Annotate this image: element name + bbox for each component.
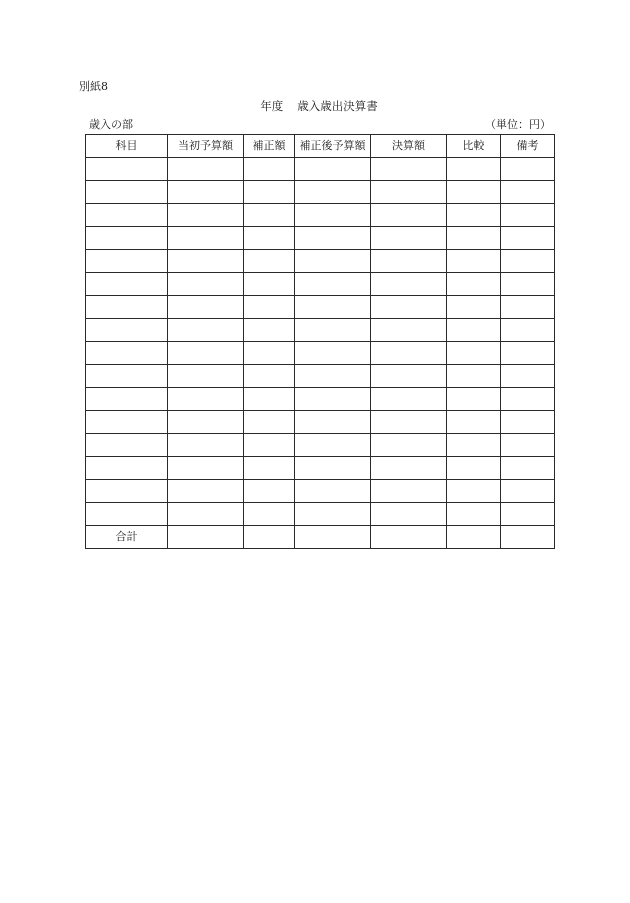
table-cell[interactable]: [371, 388, 447, 411]
table-cell[interactable]: [501, 158, 555, 181]
table-cell[interactable]: [371, 434, 447, 457]
table-cell[interactable]: [86, 181, 168, 204]
table-cell[interactable]: [168, 503, 244, 526]
table-cell[interactable]: [501, 457, 555, 480]
table-cell[interactable]: [86, 342, 168, 365]
table-cell[interactable]: [244, 457, 295, 480]
unit-label: （単位：円）: [485, 118, 551, 131]
table-row: [86, 204, 555, 227]
table-cell[interactable]: [371, 227, 447, 250]
table-cell[interactable]: [86, 480, 168, 503]
table-row: [86, 181, 555, 204]
table-cell[interactable]: [501, 503, 555, 526]
table-row: [86, 296, 555, 319]
table-cell[interactable]: [295, 204, 371, 227]
table-cell[interactable]: [244, 296, 295, 319]
table-cell[interactable]: [447, 342, 501, 365]
table-cell[interactable]: [86, 503, 168, 526]
table-cell[interactable]: [295, 273, 371, 296]
table-row: [86, 273, 555, 296]
table-cell[interactable]: [501, 434, 555, 457]
table-row: [86, 388, 555, 411]
table-cell[interactable]: [168, 296, 244, 319]
table-cell[interactable]: [244, 365, 295, 388]
table-cell[interactable]: [295, 480, 371, 503]
table-cell[interactable]: [501, 250, 555, 273]
table-cell[interactable]: [244, 181, 295, 204]
title-year: 年度: [260, 99, 284, 113]
table-cell[interactable]: [447, 388, 501, 411]
table-cell[interactable]: [371, 250, 447, 273]
table-cell[interactable]: [501, 181, 555, 204]
table-cell[interactable]: [501, 342, 555, 365]
table-cell[interactable]: [295, 388, 371, 411]
column-header: 備考: [501, 135, 555, 158]
table-cell[interactable]: [447, 503, 501, 526]
total-row: [86, 526, 555, 549]
table-cell[interactable]: [447, 250, 501, 273]
table-body: [86, 158, 555, 549]
table-cell[interactable]: [447, 365, 501, 388]
table-row: [86, 503, 555, 526]
table-cell[interactable]: [447, 158, 501, 181]
table-cell[interactable]: [447, 273, 501, 296]
document-title: [0, 99, 630, 113]
table-cell[interactable]: [501, 365, 555, 388]
column-header: 補正後予算額: [295, 135, 371, 158]
table-cell[interactable]: [447, 434, 501, 457]
table-cell[interactable]: [86, 457, 168, 480]
table-cell[interactable]: [371, 411, 447, 434]
table-cell[interactable]: [295, 296, 371, 319]
table-cell[interactable]: [168, 480, 244, 503]
table-cell[interactable]: [168, 526, 244, 549]
table-cell[interactable]: [168, 181, 244, 204]
table-cell[interactable]: [86, 273, 168, 296]
table-cell[interactable]: [371, 503, 447, 526]
table-cell[interactable]: [371, 319, 447, 342]
table-cell[interactable]: [295, 227, 371, 250]
table-row: [86, 342, 555, 365]
table-cell[interactable]: [295, 411, 371, 434]
table-cell[interactable]: [244, 480, 295, 503]
table-cell[interactable]: [86, 434, 168, 457]
table-cell[interactable]: [295, 319, 371, 342]
table-cell[interactable]: [501, 480, 555, 503]
table-cell[interactable]: [501, 526, 555, 549]
column-header: 当初予算額: [168, 135, 244, 158]
table-cell[interactable]: [168, 273, 244, 296]
table-cell[interactable]: [447, 204, 501, 227]
table-cell[interactable]: [371, 526, 447, 549]
table-cell[interactable]: [244, 526, 295, 549]
table-row: [86, 158, 555, 181]
table-cell[interactable]: [244, 250, 295, 273]
table-cell[interactable]: [168, 250, 244, 273]
table-row: [86, 250, 555, 273]
budget-table: [85, 134, 555, 549]
table-cell[interactable]: [168, 434, 244, 457]
table-row: [86, 227, 555, 250]
table-cell[interactable]: [244, 388, 295, 411]
table-cell[interactable]: [295, 250, 371, 273]
table-cell[interactable]: [168, 411, 244, 434]
table-cell[interactable]: [295, 503, 371, 526]
table-cell[interactable]: [168, 158, 244, 181]
table-cell[interactable]: [371, 342, 447, 365]
table-cell[interactable]: [244, 411, 295, 434]
table-cell[interactable]: [501, 296, 555, 319]
table-cell[interactable]: [86, 250, 168, 273]
table-cell[interactable]: [244, 342, 295, 365]
column-header: 決算額: [371, 135, 447, 158]
table-cell[interactable]: [447, 457, 501, 480]
table-cell[interactable]: [447, 296, 501, 319]
table-cell[interactable]: [244, 319, 295, 342]
table-row: [86, 457, 555, 480]
table-cell[interactable]: [501, 273, 555, 296]
table-cell[interactable]: [371, 296, 447, 319]
table-cell[interactable]: [295, 457, 371, 480]
table-row: [86, 480, 555, 503]
table-cell[interactable]: [295, 365, 371, 388]
table-cell[interactable]: [501, 388, 555, 411]
column-header: 補正額: [244, 135, 295, 158]
table-cell[interactable]: [244, 273, 295, 296]
table-cell[interactable]: [371, 365, 447, 388]
table-cell[interactable]: [295, 526, 371, 549]
column-header: 科目: [86, 135, 168, 158]
table-cell[interactable]: [168, 457, 244, 480]
table-cell[interactable]: [86, 319, 168, 342]
total-label: 合計: [86, 526, 168, 549]
table-row: [86, 365, 555, 388]
table-cell[interactable]: [168, 319, 244, 342]
table-cell[interactable]: [244, 434, 295, 457]
table-cell[interactable]: [295, 434, 371, 457]
title-main: 歳入歳出決算書: [297, 99, 378, 113]
table-cell[interactable]: [501, 227, 555, 250]
section-label: 歳入の部: [89, 118, 133, 131]
table-row: [86, 411, 555, 434]
table-row: [86, 434, 555, 457]
table-cell[interactable]: [295, 342, 371, 365]
column-header: 比較: [447, 135, 501, 158]
table-cell[interactable]: [86, 296, 168, 319]
table-cell[interactable]: [86, 388, 168, 411]
table-cell[interactable]: [371, 273, 447, 296]
table-cell[interactable]: [371, 158, 447, 181]
table-cell[interactable]: [371, 204, 447, 227]
table-header-row: [86, 135, 555, 158]
table-cell[interactable]: [447, 319, 501, 342]
table-cell[interactable]: [447, 411, 501, 434]
table-cell[interactable]: [295, 181, 371, 204]
table-cell[interactable]: [501, 411, 555, 434]
table-cell[interactable]: [371, 457, 447, 480]
table-cell[interactable]: [168, 227, 244, 250]
table-cell[interactable]: [244, 503, 295, 526]
table-cell[interactable]: [501, 204, 555, 227]
table-cell[interactable]: [168, 204, 244, 227]
table-cell[interactable]: [168, 365, 244, 388]
table-cell[interactable]: [371, 480, 447, 503]
table-row: [86, 319, 555, 342]
table-cell[interactable]: [244, 227, 295, 250]
table-cell[interactable]: [86, 227, 168, 250]
table-cell[interactable]: [244, 204, 295, 227]
table-cell[interactable]: [447, 181, 501, 204]
table-cell[interactable]: [244, 158, 295, 181]
table-cell[interactable]: [447, 526, 501, 549]
attachment-label: 別紙8: [79, 80, 108, 93]
table-cell[interactable]: [295, 158, 371, 181]
table-cell[interactable]: [168, 388, 244, 411]
table-cell[interactable]: [86, 411, 168, 434]
table-cell[interactable]: [501, 319, 555, 342]
table-cell[interactable]: [86, 158, 168, 181]
table-cell[interactable]: [168, 342, 244, 365]
table-cell[interactable]: [447, 227, 501, 250]
table-cell[interactable]: [86, 365, 168, 388]
table-cell[interactable]: [86, 204, 168, 227]
table-cell[interactable]: [447, 480, 501, 503]
table-cell[interactable]: [371, 181, 447, 204]
